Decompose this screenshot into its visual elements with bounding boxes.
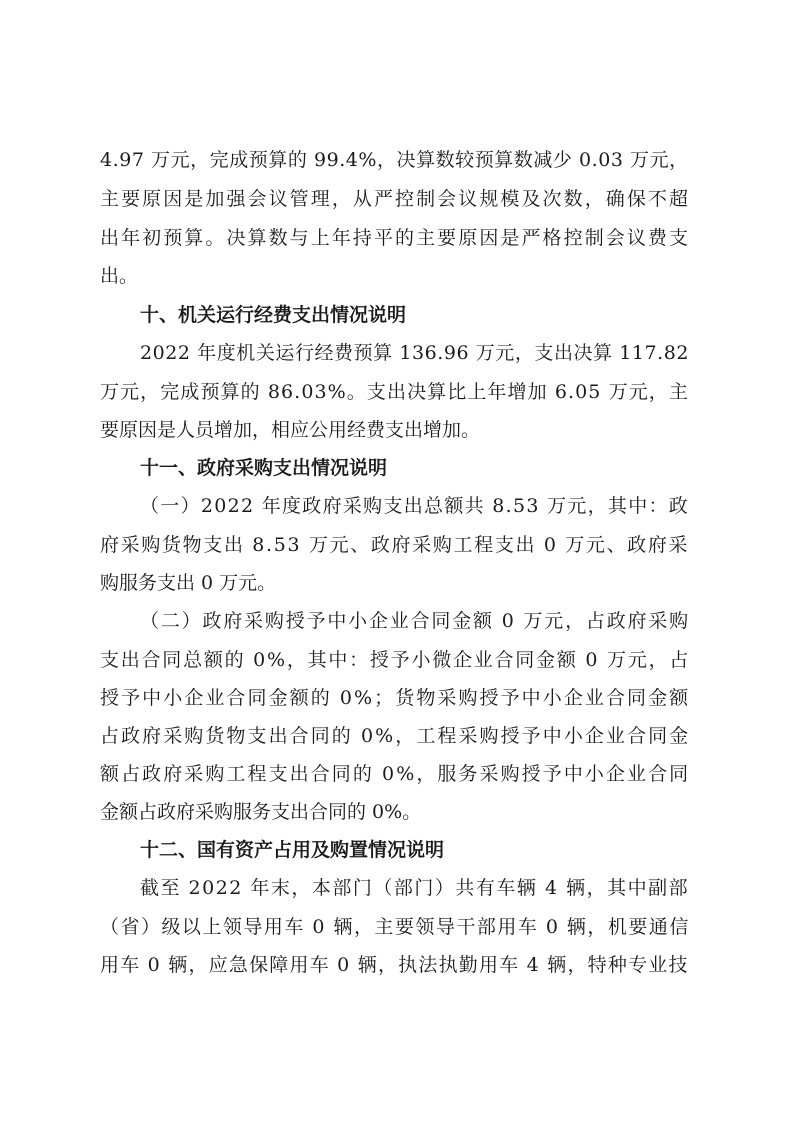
section-heading-10: 十、机关运行经费支出情况说明 (140, 304, 407, 326)
paragraph-line: 截至 2022 年末，本部门（部门）共有车辆 4 辆，其中副部 (140, 877, 690, 899)
paragraph-line: 出年初预算。决算数与上年持平的主要原因是严格控制会议费支 (100, 227, 691, 249)
section-heading-11: 十一、政府采购支出情况说明 (140, 457, 388, 479)
paragraph-line: 府采购货物支出 8.53 万元、政府采购工程支出 0 万元、政府采 (100, 534, 690, 556)
paragraph-line: 支出合同总额的 0%，其中：授予小微企业合同金额 0 万元，占 (100, 649, 691, 671)
paragraph-line: 2022 年度机关运行经费预算 136.96 万元，支出决算 117.82 (140, 342, 690, 364)
paragraph-line: 额占政府采购工程支出合同的 0%，服务采购授予中小企业合同 (100, 763, 691, 785)
paragraph-line: 主要原因是加强会议管理，从严控制会议规模及次数，确保不超 (100, 188, 691, 210)
paragraph-line: 要原因是人员增加，相应公用经费支出增加。 (100, 419, 481, 441)
paragraph-line: （二）政府采购授予中小企业合同金额 0 万元，占政府采购 (140, 610, 690, 632)
paragraph-line: 占政府采购货物支出合同的 0%，工程采购授予中小企业合同金 (100, 725, 691, 747)
paragraph-line: 万元，完成预算的 86.03%。支出决算比上年增加 6.05 万元，主 (100, 381, 689, 403)
paragraph-line: （一）2022 年度政府采购支出总额共 8.53 万元，其中：政 (140, 495, 690, 517)
paragraph-line: 出。 (100, 265, 139, 287)
paragraph-line: 用车 0 辆，应急保障用车 0 辆，执法执勤用车 4 辆，特种专业技 (100, 954, 689, 976)
paragraph-line: 授予中小企业合同金额的 0%；货物采购授予中小企业合同金额 (100, 687, 691, 709)
paragraph-line: 金额占政府采购服务支出合同的 0%。 (100, 801, 422, 823)
paragraph-line: 4.97 万元，完成预算的 99.4%，决算数较预算数减少 0.03 万元， (100, 149, 689, 171)
section-heading-12: 十二、国有资产占用及购置情况说明 (140, 839, 445, 861)
paragraph-line: （省）级以上领导用车 0 辆，主要领导干部用车 0 辆，机要通信 (100, 916, 690, 938)
paragraph-line: 购服务支出 0 万元。 (100, 572, 277, 594)
